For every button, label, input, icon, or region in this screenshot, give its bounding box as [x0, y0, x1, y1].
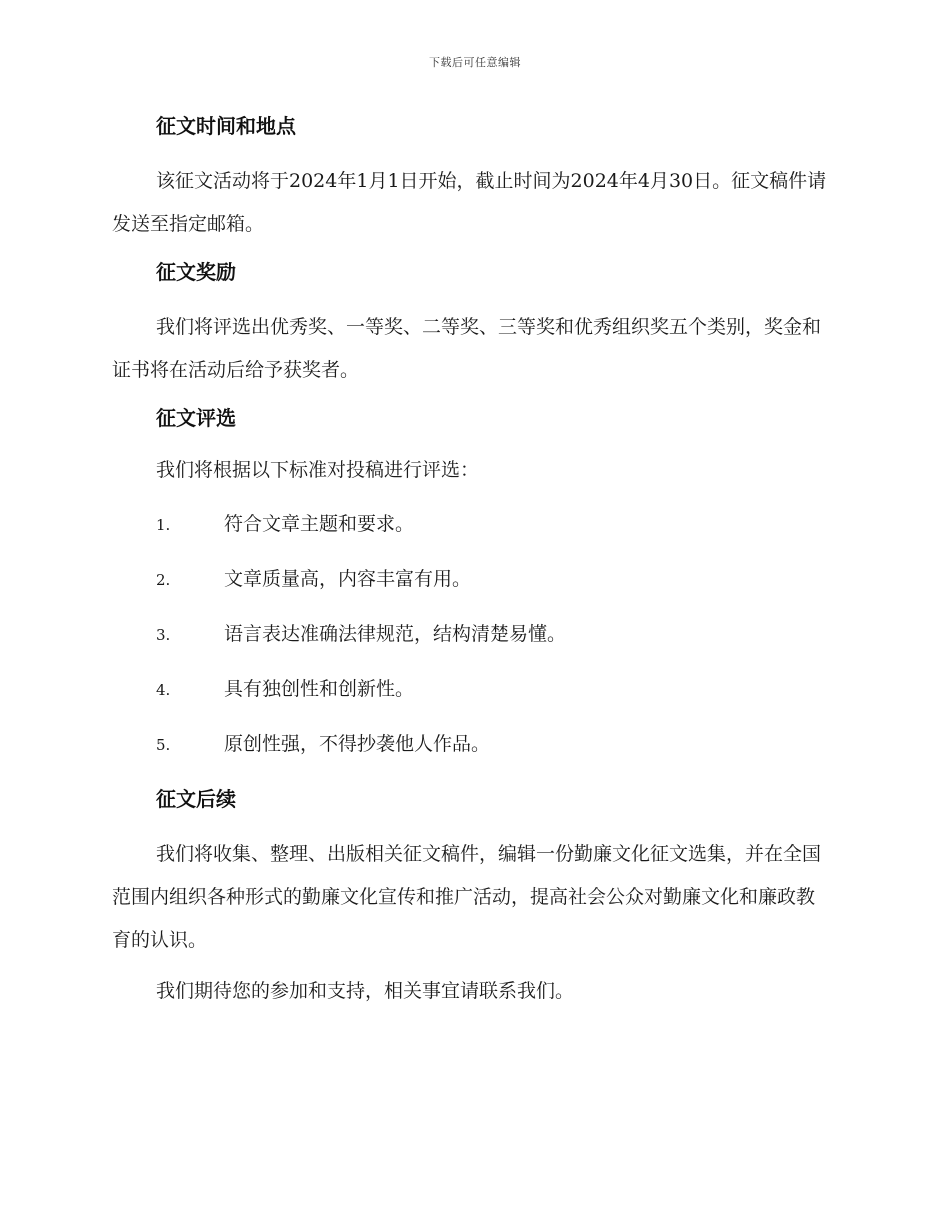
paragraph-closing: 我们期待您的参加和支持，相关事宜请联系我们。 [156, 980, 575, 1002]
section-heading-awards: 征文奖励 [156, 260, 236, 284]
section-heading-time-place: 征文时间和地点 [156, 114, 296, 138]
page-header-note: 下载后可任意编辑 [429, 56, 521, 69]
list-item [112, 616, 832, 652]
section-heading-selection: 征文评选 [156, 406, 236, 430]
list-item-number: 2. [156, 571, 171, 589]
paragraph-time-place: 该征文活动将于2024年1月1日开始，截止时间为2024年4月30日。征文稿件请发送至指定邮箱。 [112, 170, 827, 235]
list-item-text: 符合文章主题和要求。 [224, 513, 415, 535]
section-heading-followup: 征文后续 [156, 787, 236, 811]
list-item-text: 原创性强，不得抄袭他人作品。 [224, 733, 491, 755]
document-body [112, 108, 832, 1021]
list-item [112, 561, 832, 597]
list-item-number: 3. [156, 626, 171, 644]
list-item-number: 5. [156, 736, 171, 754]
list-item-number: 4. [156, 681, 171, 699]
list-item-number: 1. [156, 516, 171, 534]
paragraph-followup: 我们将收集、整理、出版相关征文稿件，编辑一份勤廉文化征文选集，并在全国范围内组织各种形式的勤廉文化宣传和推广活动，提高社会公众对勤廉文化和廉政教育的认识。 [112, 843, 822, 951]
criteria-list [112, 506, 832, 762]
paragraph-awards: 我们将评选出优秀奖、一等奖、二等奖、三等奖和优秀组织奖五个类别，奖金和证书将在活动后给予获奖者。 [112, 316, 822, 381]
list-item-text: 具有独创性和创新性。 [224, 678, 415, 700]
list-item-text: 文章质量高，内容丰富有用。 [224, 568, 472, 590]
paragraph-selection-intro: 我们将根据以下标准对投稿进行评选： [156, 459, 480, 481]
list-item [112, 671, 832, 707]
list-item-text: 语言表达准确法律规范，结构清楚易懂。 [224, 623, 567, 645]
list-item [112, 726, 832, 762]
list-item [112, 506, 832, 542]
